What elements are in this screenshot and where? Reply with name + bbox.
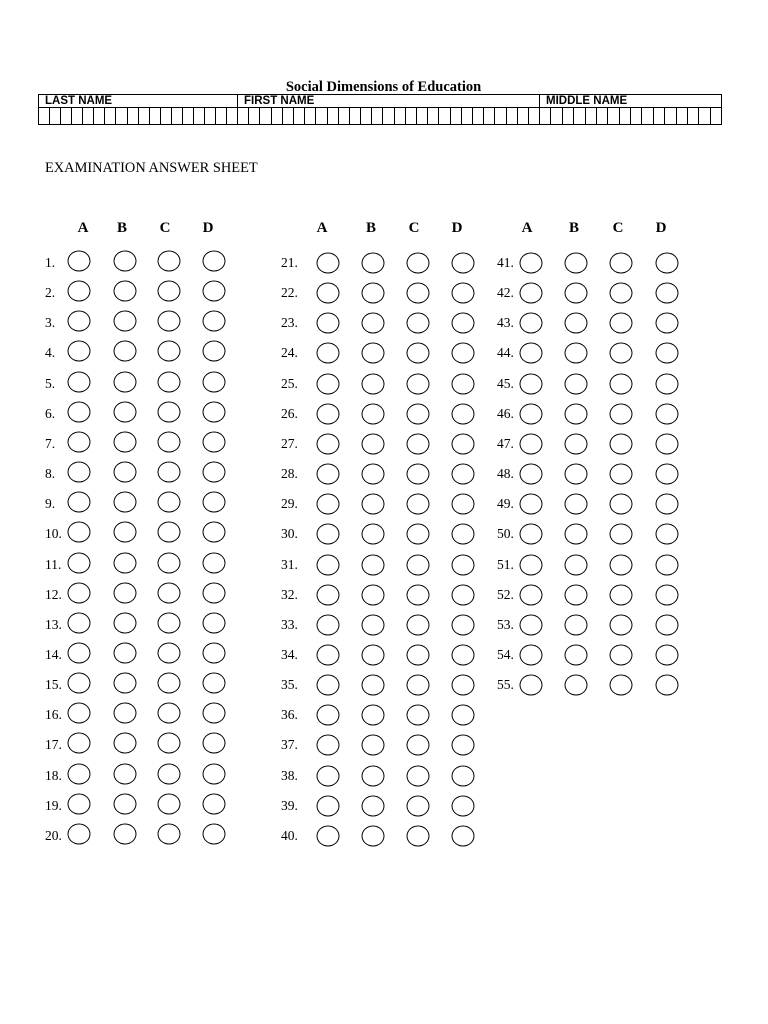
- answer-bubble: [203, 733, 226, 754]
- answer-bubble: [158, 522, 181, 543]
- option-letter: A: [521, 220, 533, 236]
- answer-bubble: [407, 313, 430, 334]
- answer-bubble: [203, 763, 226, 784]
- answer-bubble: [158, 462, 181, 483]
- answer-bubble: [610, 313, 633, 334]
- answer-bubble: [610, 253, 633, 274]
- answer-bubble: [361, 343, 384, 364]
- question-number: 28.: [281, 466, 298, 482]
- answer-bubble: [67, 703, 90, 724]
- answer-bubble: [67, 763, 90, 784]
- answer-bubble: [158, 311, 181, 332]
- answer-bubble: [452, 464, 475, 485]
- answer-bubble: [113, 642, 136, 663]
- answer-bubble: [203, 552, 226, 573]
- answer-bubble: [452, 705, 475, 726]
- question-number: 20.: [45, 827, 62, 843]
- answer-bubble: [203, 251, 226, 272]
- answer-bubble: [203, 371, 226, 392]
- option-letter: D: [451, 220, 463, 236]
- question-number: 36.: [281, 707, 298, 723]
- question-number: 40.: [281, 827, 298, 843]
- answer-bubble: [158, 582, 181, 603]
- answer-bubble: [452, 403, 475, 424]
- answer-bubble: [610, 283, 633, 304]
- answer-bubble: [655, 675, 678, 696]
- answer-bubble: [407, 253, 430, 274]
- answer-bubble: [113, 823, 136, 844]
- answer-bubble: [565, 253, 588, 274]
- answer-bubble: [67, 281, 90, 302]
- answer-bubble: [452, 433, 475, 454]
- answer-bubble: [452, 313, 475, 334]
- answer-bubble: [67, 642, 90, 663]
- answer-bubble: [158, 733, 181, 754]
- answer-bubble: [565, 614, 588, 635]
- answer-bubble: [113, 793, 136, 814]
- answer-bubble: [361, 433, 384, 454]
- answer-bubble: [158, 492, 181, 513]
- question-number: 37.: [281, 737, 298, 753]
- answer-bubble: [610, 644, 633, 665]
- answer-bubble: [361, 524, 384, 545]
- question-number: 31.: [281, 556, 298, 572]
- answer-bubble: [203, 522, 226, 543]
- answer-bubble: [203, 492, 226, 513]
- question-number: 51.: [497, 556, 514, 572]
- answer-bubble: [203, 462, 226, 483]
- answer-bubble: [565, 494, 588, 515]
- answer-bubble: [203, 582, 226, 603]
- answer-bubble: [113, 522, 136, 543]
- answer-bubble: [113, 612, 136, 633]
- answer-bubble: [203, 673, 226, 694]
- answer-bubble: [407, 494, 430, 515]
- answer-bubble: [67, 251, 90, 272]
- answer-bubble: [520, 644, 543, 665]
- answer-bubble: [316, 705, 339, 726]
- answer-bubble: [565, 675, 588, 696]
- answer-bubble: [316, 644, 339, 665]
- question-number: 22.: [281, 285, 298, 301]
- option-letter: B: [365, 220, 377, 236]
- question-number: 9.: [45, 496, 56, 512]
- answer-bubble: [520, 464, 543, 485]
- option-letter: A: [77, 220, 89, 236]
- answer-bubble: [407, 705, 430, 726]
- answer-bubble: [520, 403, 543, 424]
- answer-bubble: [361, 644, 384, 665]
- question-number: 48.: [497, 466, 514, 482]
- answer-bubble: [113, 371, 136, 392]
- answer-bubble: [113, 251, 136, 272]
- answer-bubble: [452, 825, 475, 846]
- question-number: 15.: [45, 677, 62, 693]
- option-letter: B: [116, 220, 128, 236]
- answer-bubble: [203, 793, 226, 814]
- answer-bubble: [452, 554, 475, 575]
- answer-bubble: [113, 401, 136, 422]
- answer-bubble: [361, 705, 384, 726]
- answer-bubble: [316, 253, 339, 274]
- answer-bubble: [67, 552, 90, 573]
- answer-bubble: [361, 825, 384, 846]
- question-number: 17.: [45, 737, 62, 753]
- answer-bubble: [655, 614, 678, 635]
- answer-bubble: [316, 313, 339, 334]
- answer-bubble: [520, 584, 543, 605]
- question-number: 27.: [281, 435, 298, 451]
- answer-bubble: [610, 524, 633, 545]
- answer-bubble: [316, 403, 339, 424]
- answer-bubble: [203, 823, 226, 844]
- answer-bubble: [316, 675, 339, 696]
- answer-bubble: [610, 343, 633, 364]
- question-number: 33.: [281, 616, 298, 632]
- answer-bubble: [407, 283, 430, 304]
- answer-bubble: [565, 403, 588, 424]
- answer-bubble: [407, 765, 430, 786]
- answer-bubble: [565, 554, 588, 575]
- answer-bubble: [113, 582, 136, 603]
- question-number: 10.: [45, 526, 62, 542]
- answer-bubble: [67, 401, 90, 422]
- answer-bubble: [203, 612, 226, 633]
- answer-bubble: [565, 343, 588, 364]
- answer-bubble: [316, 795, 339, 816]
- answer-bubble: [316, 735, 339, 756]
- answer-bubble: [610, 464, 633, 485]
- answer-bubble: [520, 253, 543, 274]
- answer-bubble: [361, 765, 384, 786]
- answer-bubble: [67, 673, 90, 694]
- answer-bubble: [655, 554, 678, 575]
- answer-bubble: [67, 612, 90, 633]
- answer-bubble: [610, 584, 633, 605]
- answer-bubble: [565, 433, 588, 454]
- answer-bubble: [203, 281, 226, 302]
- answer-bubble: [203, 703, 226, 724]
- answer-bubble: [565, 644, 588, 665]
- answer-bubble: [67, 492, 90, 513]
- answer-bubble: [407, 675, 430, 696]
- answer-bubble: [655, 584, 678, 605]
- sheet-heading: EXAMINATION ANSWER SHEET: [45, 160, 258, 176]
- option-letter: C: [408, 220, 420, 236]
- answer-bubble: [452, 735, 475, 756]
- question-number: 4.: [45, 345, 56, 361]
- answer-bubble: [452, 343, 475, 364]
- answer-bubble: [452, 494, 475, 515]
- answer-bubble: [361, 283, 384, 304]
- answer-bubble: [610, 433, 633, 454]
- answer-bubble: [67, 522, 90, 543]
- question-number: 42.: [497, 285, 514, 301]
- answer-bubble: [67, 462, 90, 483]
- answer-bubble: [158, 341, 181, 362]
- option-letter: C: [159, 220, 171, 236]
- first-name-header: FIRST NAME: [237, 95, 539, 107]
- answer-bubble: [158, 823, 181, 844]
- answer-bubble: [361, 494, 384, 515]
- answer-bubble: [316, 614, 339, 635]
- question-number: 53.: [497, 616, 514, 632]
- question-number: 39.: [281, 797, 298, 813]
- answer-bubble: [316, 494, 339, 515]
- answer-bubble: [452, 675, 475, 696]
- answer-bubble: [67, 341, 90, 362]
- answer-bubble: [113, 311, 136, 332]
- answer-bubble: [158, 552, 181, 573]
- answer-bubble: [452, 524, 475, 545]
- answer-bubble: [361, 253, 384, 274]
- question-number: 44.: [497, 345, 514, 361]
- question-number: 23.: [281, 315, 298, 331]
- answer-bubble: [316, 524, 339, 545]
- answer-bubble: [655, 283, 678, 304]
- question-number: 30.: [281, 526, 298, 542]
- answer-bubble: [158, 642, 181, 663]
- answer-bubble: [67, 431, 90, 452]
- question-number: 18.: [45, 767, 62, 783]
- answer-bubble: [361, 403, 384, 424]
- question-number: 25.: [281, 375, 298, 391]
- answer-bubble: [655, 494, 678, 515]
- question-number: 16.: [45, 707, 62, 723]
- answer-bubble: [203, 431, 226, 452]
- question-number: 32.: [281, 586, 298, 602]
- question-number: 35.: [281, 677, 298, 693]
- answer-bubble: [452, 584, 475, 605]
- answer-bubble: [158, 281, 181, 302]
- answer-bubble: [610, 614, 633, 635]
- answer-bubble: [113, 492, 136, 513]
- answer-bubble: [565, 283, 588, 304]
- question-number: 52.: [497, 586, 514, 602]
- answer-bubble: [655, 644, 678, 665]
- answer-bubble: [158, 703, 181, 724]
- answer-bubble: [316, 554, 339, 575]
- answer-bubble: [361, 464, 384, 485]
- answer-bubble: [520, 614, 543, 635]
- question-number: 7.: [45, 435, 56, 451]
- question-number: 49.: [497, 496, 514, 512]
- answer-bubble: [203, 341, 226, 362]
- question-number: 47.: [497, 435, 514, 451]
- answer-bubble: [520, 494, 543, 515]
- question-number: 46.: [497, 405, 514, 421]
- answer-bubble: [316, 825, 339, 846]
- answer-bubble: [520, 554, 543, 575]
- answer-bubble: [610, 554, 633, 575]
- answer-bubble: [407, 584, 430, 605]
- question-number: 41.: [497, 255, 514, 270]
- question-number: 34.: [281, 646, 298, 662]
- answer-bubble: [452, 373, 475, 394]
- answer-bubble: [113, 763, 136, 784]
- question-number: 54.: [497, 646, 514, 662]
- middle-name-header: MIDDLE NAME: [539, 95, 721, 107]
- answer-bubble: [316, 584, 339, 605]
- answer-bubble: [520, 675, 543, 696]
- answer-bubble: [407, 554, 430, 575]
- answer-bubble: [610, 373, 633, 394]
- answer-bubble: [655, 524, 678, 545]
- answer-bubble: [565, 464, 588, 485]
- answer-bubble: [113, 673, 136, 694]
- answer-bubble: [452, 283, 475, 304]
- answer-bubble: [407, 433, 430, 454]
- answer-bubble: [158, 401, 181, 422]
- answer-bubble: [361, 675, 384, 696]
- answer-bubble: [407, 795, 430, 816]
- answer-bubble: [113, 462, 136, 483]
- answer-bubble: [158, 763, 181, 784]
- answer-bubble: [361, 735, 384, 756]
- answer-bubble: [407, 735, 430, 756]
- answer-bubble: [203, 311, 226, 332]
- option-letter: D: [202, 220, 214, 236]
- answer-bubble: [520, 283, 543, 304]
- answer-bubble: [113, 281, 136, 302]
- answer-bubble: [565, 373, 588, 394]
- answer-bubble: [655, 403, 678, 424]
- option-letter: A: [316, 220, 328, 236]
- answer-bubble: [361, 313, 384, 334]
- answer-bubble: [520, 373, 543, 394]
- answer-bubble: [520, 313, 543, 334]
- question-number: 6.: [45, 405, 56, 421]
- answer-bubble: [203, 401, 226, 422]
- question-number: 29.: [281, 496, 298, 512]
- answer-bubble: [655, 373, 678, 394]
- answer-bubble: [452, 644, 475, 665]
- option-letter: B: [568, 220, 580, 236]
- question-number: 1.: [45, 255, 56, 270]
- answer-bubble: [316, 373, 339, 394]
- answer-bubble: [361, 584, 384, 605]
- answer-bubble: [203, 642, 226, 663]
- answer-bubble: [407, 825, 430, 846]
- question-number: 24.: [281, 345, 298, 361]
- answer-bubble: [655, 343, 678, 364]
- option-letter: C: [612, 220, 624, 236]
- question-number: 11.: [45, 556, 62, 572]
- question-number: 2.: [45, 285, 56, 301]
- answer-bubble: [67, 371, 90, 392]
- question-number: 12.: [45, 586, 62, 602]
- answer-bubble: [520, 433, 543, 454]
- answer-bubble: [361, 614, 384, 635]
- answer-bubble: [565, 584, 588, 605]
- answer-bubble: [520, 343, 543, 364]
- answer-bubble: [610, 494, 633, 515]
- option-letter: D: [655, 220, 667, 236]
- answer-bubble: [67, 823, 90, 844]
- answer-bubble: [361, 373, 384, 394]
- answer-bubble: [655, 433, 678, 454]
- answer-bubble: [520, 524, 543, 545]
- answer-bubble: [565, 313, 588, 334]
- answer-bubble: [610, 403, 633, 424]
- document-title: Social Dimensions of Education: [285, 79, 482, 95]
- question-number: 38.: [281, 767, 298, 783]
- answer-bubble: [158, 371, 181, 392]
- answer-bubble: [361, 795, 384, 816]
- question-number: 3.: [45, 315, 56, 331]
- question-number: 8.: [45, 466, 56, 482]
- answer-bubble: [113, 733, 136, 754]
- answer-bubble: [407, 403, 430, 424]
- answer-bubble: [67, 793, 90, 814]
- answer-bubble: [452, 614, 475, 635]
- answer-bubble: [407, 614, 430, 635]
- answer-bubble: [316, 433, 339, 454]
- answer-bubble: [655, 464, 678, 485]
- answer-bubble: [158, 431, 181, 452]
- answer-bubble: [407, 373, 430, 394]
- question-number: 5.: [45, 375, 56, 391]
- answer-bubble: [158, 673, 181, 694]
- answer-bubble: [316, 283, 339, 304]
- last-name-header: LAST NAME: [45, 95, 113, 107]
- answer-bubble: [316, 464, 339, 485]
- answer-bubble: [407, 464, 430, 485]
- answer-bubble: [565, 524, 588, 545]
- answer-bubble: [452, 765, 475, 786]
- question-number: 50.: [497, 526, 514, 542]
- question-number: 45.: [497, 375, 514, 391]
- question-number: 21.: [281, 255, 298, 270]
- answer-bubble: [113, 431, 136, 452]
- answer-bubble: [316, 343, 339, 364]
- answer-bubble: [407, 343, 430, 364]
- answer-bubble: [67, 733, 90, 754]
- answer-bubble: [655, 253, 678, 274]
- question-number: 14.: [45, 646, 62, 662]
- answer-bubble: [67, 311, 90, 332]
- answer-bubble: [113, 341, 136, 362]
- question-number: 19.: [45, 797, 62, 813]
- question-number: 26.: [281, 405, 298, 421]
- answer-bubble: [67, 582, 90, 603]
- answer-bubble: [361, 554, 384, 575]
- question-number: 43.: [497, 315, 514, 331]
- answer-bubble: [158, 612, 181, 633]
- question-number: 55.: [497, 677, 514, 693]
- answer-bubble: [610, 675, 633, 696]
- answer-bubble: [655, 313, 678, 334]
- answer-bubble: [316, 765, 339, 786]
- answer-bubble: [452, 795, 475, 816]
- answer-bubble: [158, 251, 181, 272]
- answer-bubble: [407, 524, 430, 545]
- answer-bubble: [113, 703, 136, 724]
- answer-bubble: [113, 552, 136, 573]
- answer-bubble: [452, 253, 475, 274]
- answer-bubble: [407, 644, 430, 665]
- answer-bubble: [158, 793, 181, 814]
- question-number: 13.: [45, 616, 62, 632]
